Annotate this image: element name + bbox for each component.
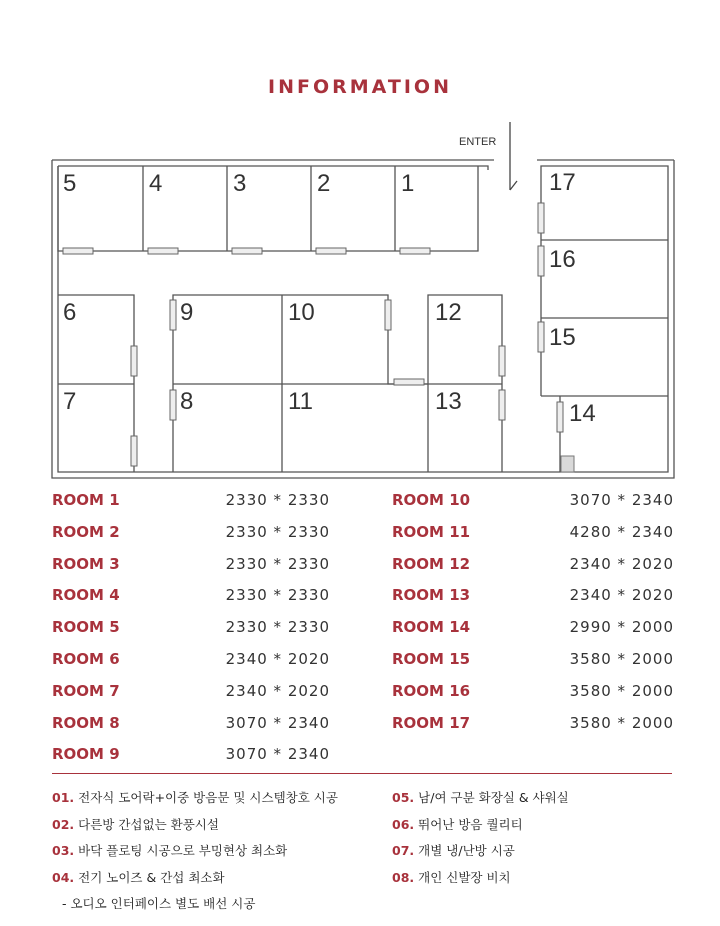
feature-text: 남/여 구분 화장실 & 샤워실	[418, 790, 569, 805]
room-size: 4280 * 2340	[569, 522, 674, 541]
room-size: 2330 * 2330	[225, 618, 330, 637]
feature-text: 개인 신발장 비치	[418, 869, 511, 885]
room-name: ROOM 2	[52, 522, 120, 541]
feature-sub-item: - 오디오 인터페이스 별도 배선 시공	[62, 896, 256, 911]
room-row	[392, 681, 674, 701]
room-size: 3070 * 2340	[225, 745, 330, 764]
room-name: ROOM 4	[52, 586, 120, 605]
room-name: ROOM 6	[52, 650, 120, 668]
page-title: INFORMATION	[268, 76, 452, 98]
room-label-15: 15	[549, 324, 576, 351]
room-size: 2330 * 2330	[225, 491, 330, 509]
feature-text: 전자식 도어락+이중 방음문 및 시스템창호 시공	[78, 790, 338, 805]
room-name: ROOM 14	[392, 618, 471, 637]
room-label-17: 17	[549, 169, 576, 196]
door-7	[131, 436, 137, 466]
room-row	[392, 522, 674, 542]
room-label-16: 16	[549, 246, 576, 273]
room-label-2: 2	[317, 170, 331, 197]
room-size: 3580 * 2000	[569, 650, 674, 668]
room-label-8: 8	[180, 388, 194, 415]
room-label-11: 11	[288, 388, 313, 415]
room-name: ROOM 7	[52, 681, 120, 700]
room-label-13: 13	[435, 388, 462, 415]
feature-text: 뛰어난 방음 퀄리티	[418, 816, 523, 832]
room-label-4: 4	[149, 170, 163, 197]
room-size: 2340 * 2020	[225, 650, 330, 668]
outer-wall-left	[52, 160, 674, 478]
door-11	[394, 379, 424, 385]
room-row	[52, 744, 330, 764]
room-size: 2330 * 2330	[225, 554, 330, 573]
feature-item	[392, 815, 523, 833]
room-row	[392, 554, 674, 574]
room-row	[52, 713, 330, 733]
feature-item	[52, 868, 225, 886]
room-size: 2330 * 2330	[225, 522, 330, 541]
door-8	[170, 300, 176, 330]
room-row	[392, 649, 674, 669]
door-3	[232, 248, 262, 254]
door-5	[400, 248, 430, 254]
enter-label: ENTER	[459, 136, 497, 148]
room-name: ROOM 12	[392, 554, 471, 573]
room-label-6: 6	[63, 299, 77, 326]
door-12	[499, 346, 505, 376]
room-size: 2340 * 2020	[569, 586, 674, 605]
room-row	[392, 617, 674, 637]
room-size: 2340 * 2020	[569, 554, 674, 573]
room-row	[392, 713, 674, 733]
room-row	[52, 649, 330, 669]
room-size: 2990 * 2000	[569, 618, 674, 637]
feature-item	[392, 841, 515, 859]
utility-box	[561, 456, 574, 472]
room-name: ROOM 11	[392, 522, 471, 541]
feature-item	[52, 815, 219, 833]
room-label-9: 9	[180, 299, 194, 326]
door-2	[148, 248, 178, 254]
room-size: 2330 * 2330	[225, 586, 330, 605]
room-row	[52, 490, 330, 510]
feature-number: 02.	[52, 816, 75, 832]
room-size: 3580 * 2000	[569, 681, 674, 700]
feature-number: 01.	[52, 790, 75, 805]
door-16	[538, 322, 544, 352]
top-rooms-outline	[58, 166, 478, 251]
room-name: ROOM 10	[392, 491, 471, 509]
room-name: ROOM 17	[392, 713, 471, 732]
room-row	[52, 554, 330, 574]
room-size: 3070 * 2340	[225, 713, 330, 732]
feature-text: 바닥 플로팅 시공으로 부밍현상 최소화	[78, 843, 288, 858]
room-name: ROOM 8	[52, 713, 120, 732]
room-name: ROOM 9	[52, 745, 120, 764]
feature-item	[392, 868, 511, 886]
room-name: ROOM 15	[392, 650, 471, 668]
room-label-14: 14	[569, 400, 596, 427]
room-name: ROOM 5	[52, 618, 120, 637]
feature-number: 08.	[392, 869, 415, 885]
feature-text: 다른방 간섭없는 환풍시설	[78, 816, 219, 832]
room-label-3: 3	[233, 170, 247, 197]
inner-wall-top	[58, 166, 488, 170]
room-row	[392, 585, 674, 605]
room-size: 2340 * 2020	[225, 681, 330, 700]
door-10	[385, 300, 391, 330]
feature-number: 06.	[392, 816, 415, 832]
room-label-5: 5	[63, 170, 77, 197]
feature-number: 05.	[392, 790, 415, 805]
room-row	[52, 585, 330, 605]
feature-number: 03.	[52, 843, 75, 858]
door-13	[499, 390, 505, 420]
room-size: 3070 * 2340	[569, 491, 674, 509]
room-name: ROOM 13	[392, 586, 471, 605]
door-1	[63, 248, 93, 254]
feature-item	[52, 841, 287, 859]
room-name: ROOM 3	[52, 554, 120, 573]
door-15	[538, 246, 544, 276]
room-name: ROOM 16	[392, 681, 471, 700]
door-6	[131, 346, 137, 376]
door-9	[170, 390, 176, 420]
room-row	[52, 681, 330, 701]
room-row	[52, 522, 330, 542]
feature-number: 07.	[392, 843, 415, 858]
enter-arrow	[510, 122, 517, 190]
feature-text: 전기 노이즈 & 간섭 최소화	[78, 869, 225, 885]
door-17	[557, 402, 563, 432]
feature-item	[392, 788, 569, 806]
room-label-10: 10	[288, 299, 315, 326]
room-label-12: 12	[435, 299, 462, 326]
floor-plan	[0, 110, 720, 480]
feature-item	[52, 788, 338, 806]
room-row	[52, 617, 330, 637]
feature-number: 04.	[52, 869, 75, 885]
feature-text: 개별 냉/난방 시공	[418, 843, 515, 858]
room-name: ROOM 1	[52, 491, 120, 509]
room-row	[392, 490, 674, 510]
divider	[52, 773, 672, 774]
room-label-7: 7	[63, 388, 77, 415]
room-label-1: 1	[401, 170, 415, 197]
room-size: 3580 * 2000	[569, 713, 674, 732]
door-14	[538, 203, 544, 233]
door-4	[316, 248, 346, 254]
